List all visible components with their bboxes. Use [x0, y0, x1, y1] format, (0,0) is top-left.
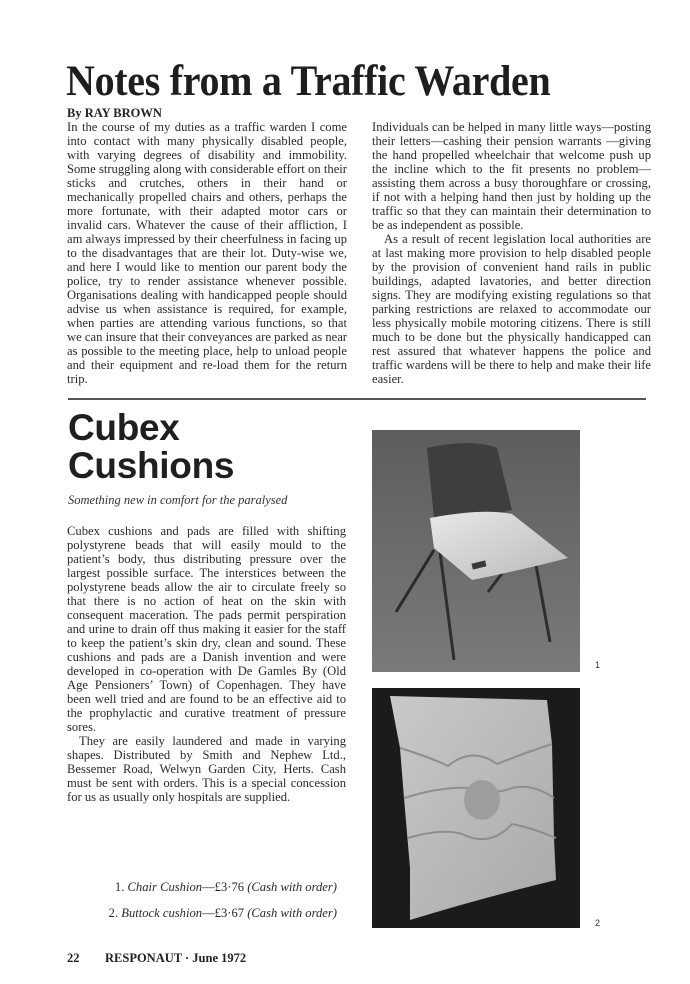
photo-chair-cushion — [372, 430, 580, 672]
buttock-cushion-illustration — [372, 688, 580, 928]
byline: By RAY BROWN — [67, 106, 162, 120]
price-item — [105, 880, 337, 894]
price-note: (Cash with order) — [247, 880, 337, 894]
article-title: Notes from a Traffic Warden — [66, 56, 551, 105]
price-value: —£3·67 — [202, 906, 245, 920]
price-list — [105, 880, 337, 932]
article1-paragraph: As a result of recent legislation local authorities are at last making more provision to help disabled people by the provision of convenient hand rails in public buildings, adapted lavatories, and better direction signs. They are modifying existing regulations so that parking restrictions are relaxed to accommodate our less physically mobile motoring citizens. There is still much to be done but the physically handicapped can rest assured that whatever happens the police and traffic wardens will be there to help and make their life easier. — [372, 232, 651, 386]
page-footer — [67, 951, 246, 966]
figure-number: 1 — [595, 660, 601, 670]
price-item — [105, 906, 337, 920]
price-item-name: Buttock cushion — [121, 906, 203, 920]
price-item-name: Chair Cushion — [127, 880, 203, 894]
price-value: —£3·76 — [202, 880, 245, 894]
article1-paragraph: Individuals can be helped in many little ways—posting their letters—cashing their pension warrants —giving the hand propelled wheelchair that welcome push up the incline which to the fit presents no problem—assisting them across a busy thoroughfare or crossing, if not with a helping hand then just by holding up the traffic so that they can maintain their determination to be as independent as possible. — [372, 120, 651, 232]
article1-column-1 — [67, 120, 347, 386]
cubex-title-line1: Cubex — [68, 407, 180, 448]
cubex-subtitle: Something new in comfort for the paralysed — [68, 493, 288, 507]
chair-cushion-illustration — [372, 430, 580, 672]
price-number: 2. — [108, 906, 119, 920]
publication-info: RESPONAUT · June 1972 — [105, 951, 247, 965]
cubex-title-line2: Cushions — [68, 445, 235, 486]
article1-paragraph: In the course of my duties as a traffic warden I come into contact with many physically disabled people, with varying degrees of disability and immobility. Some struggling along with considerable effort on their sticks and crutches, others in their hand or mechanically propelled chairs and others, perhaps the more fortunate, with their adapted motor cars or invalid cars. Whatever the cause of their affliction, I am always impressed by their cheerfulness in facing up to the disadvantages that are their lot. Duty-wise we, and here I would like to mention our parent body the police, try to render assistance whenever possible. Organisations dealing with handicapped people should advise us when assistance is required, for example, when parties are attending various functions, so that we can insure that their conveyances are parked as near as possible to the meeting place, help to unload people and their equipment and re-load them for the return trip. — [67, 120, 347, 386]
price-note: (Cash with order) — [247, 906, 337, 920]
page-number: 22 — [67, 951, 80, 965]
section-divider — [68, 398, 646, 400]
article2-paragraph: Cubex cushions and pads are filled with shifting polystyrene beads that will easily mould to the patient’s body, thus distributing pressure over the largest possible surface. The interstices between the polystyrene beads allow the air to circulate freely so that there is no action of heat on the skin with consequent maceration. The pads permit perspiration and urine to drain off thus making it easier for the staff to keep the patient’s skin dry, clean and sound. These cushions and pads are a Danish invention and were developed in co-operation with De Gamles By (Old Age Pensioners’ Town) of Copenhagen. They have been well tried and are found to be an effective aid to the prophylactic and curative treatment of pressure sores. — [67, 524, 346, 734]
figure-number: 2 — [595, 918, 601, 928]
cubex-title — [68, 409, 234, 485]
photo-buttock-cushion — [372, 688, 580, 928]
price-number: 1. — [114, 880, 125, 894]
article2-paragraph: They are easily laundered and made in varying shapes. Distributed by Smith and Nephew Ltd., Bessemer Road, Welwyn Garden City, Herts. Cash must be sent with orders. This is a special concession for us as usually only hospitals are supplied. — [67, 734, 346, 804]
article1-column-2 — [372, 120, 651, 386]
article2-body — [67, 524, 346, 804]
